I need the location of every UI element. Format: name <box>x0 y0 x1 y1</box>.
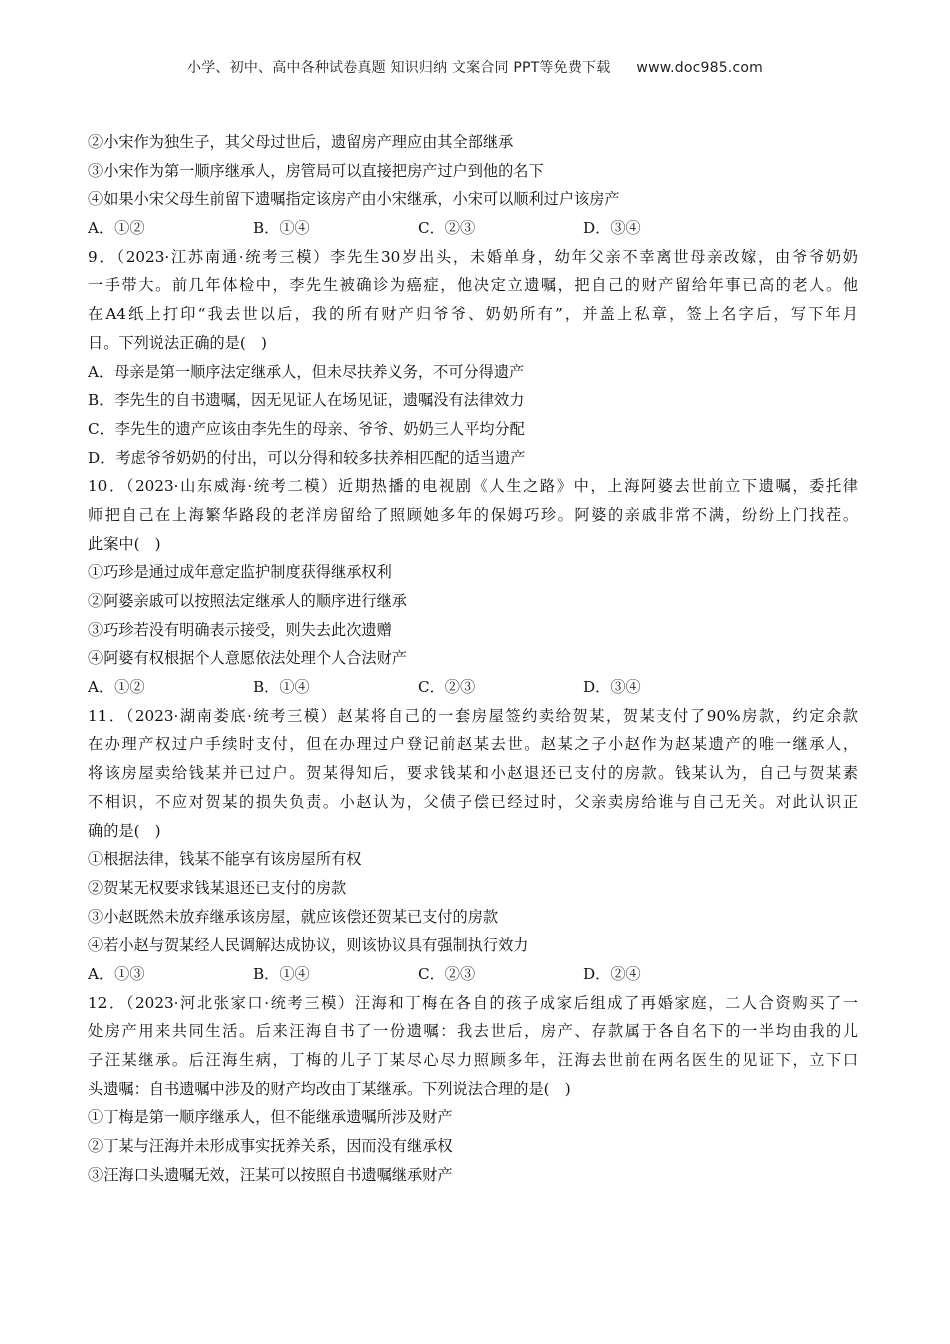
question-text: 头遗嘱：自书遗嘱中涉及的财产均改由丁某继承。下列说法合理的是( ) <box>88 1079 571 1098</box>
statement: ②阿婆亲戚可以按照法定继承人的顺序进行继承 <box>88 592 407 610</box>
question-11 <box>88 702 858 989</box>
question-text: 9．（2023·江苏南通·统考三模）李先生30岁出头，未婚单身，幼年父亲不幸离世母亲改嫁，由爷爷奶奶 <box>88 247 858 266</box>
option-b: B．①④ <box>253 678 310 697</box>
question-12 <box>88 989 858 1190</box>
statement: ④若小赵与贺某经人民调解达成协议，则该协议具有强制执行效力 <box>88 936 529 955</box>
option-a: A．①② <box>88 678 145 697</box>
question-text: 在A4纸上打印“我去世以后，我的所有财产归爷爷、奶奶所有”，并盖上私章，签上名字后，写下年月 <box>88 305 858 324</box>
option-a: A．①② <box>88 219 145 238</box>
question-text: 师把自己在上海繁华路段的老洋房留给了照顾她多年的保姆巧珍。阿婆的亲戚非常不满，纷纷上门找茬。 <box>88 505 858 524</box>
option-c: C．②③ <box>418 964 476 983</box>
header-text: 小学、初中、高中各种试卷真题 知识归纳 文案合同 PPT等免费下载 <box>187 60 611 76</box>
question-text: 一手带大。前几年体检中，李先生被确诊为癌症，他决定立遗嘱，把自己的财产留给年事已高的老人。他 <box>88 276 858 295</box>
statement: ②丁某与汪海并未形成事实抚养关系，因而没有继承权 <box>88 1137 453 1156</box>
option-b: B．李先生的自书遗嘱，因无见证人在场见证，遗嘱没有法律效力 <box>88 391 525 410</box>
document-body <box>88 128 858 1189</box>
option-c: C．李先生的遗产应该由李先生的母亲、爷爷、奶奶三人平均分配 <box>88 419 525 438</box>
option-b: B．①④ <box>253 219 310 238</box>
statement: ①丁梅是第一顺序继承人，但不能继承遗嘱所涉及财产 <box>88 1108 453 1127</box>
question-text: 将该房屋卖给钱某并已过户。贺某得知后，要求钱某和小赵退还已支付的房款。钱某认为，自己与贺某素 <box>88 764 858 783</box>
question-text: 确的是( ) <box>88 821 161 840</box>
question-text: 此案中( ) <box>88 534 161 553</box>
statement: ②小宋作为独生子，其父母过世后，遗留房产理应由其全部继承 <box>88 133 514 151</box>
option-c: C．②③ <box>418 219 476 238</box>
option-d: D．②④ <box>583 964 641 983</box>
statement: ②贺某无权要求钱某退还已支付的房款 <box>88 878 347 897</box>
answer-options <box>88 673 858 702</box>
statement: ③小宋作为第一顺序继承人，房管局可以直接把房产过户到他的名下 <box>88 161 544 180</box>
statement: ③汪海口头遗嘱无效，汪某可以按照自书遗嘱继承财产 <box>88 1165 453 1184</box>
option-d: D．③④ <box>583 219 641 238</box>
statement: ④如果小宋父母生前留下遗嘱指定该房产由小宋继承，小宋可以顺利过户该房产 <box>88 190 620 209</box>
answer-options <box>88 960 858 989</box>
question-text: 子汪某继承。后汪海生病，丁梅的儿子丁某尽心尽力照顾多年，汪海去世前在两名医生的见证下，立下口 <box>88 1051 858 1069</box>
question-text: 在办理产权过户手续时支付，但在办理过户登记前赵某去世。赵某之子小赵作为赵某遗产的唯一继承人， <box>88 735 858 754</box>
option-a: A．①③ <box>88 964 145 983</box>
option-d: D．③④ <box>583 678 641 697</box>
option-b: B．①④ <box>253 964 310 983</box>
statement: ①巧珍是通过成年意定监护制度获得继承权利 <box>88 563 392 582</box>
statement: ①根据法律，钱某不能享有该房屋所有权 <box>88 850 362 869</box>
question-9 <box>88 243 858 473</box>
option-d: D．考虑爷爷奶奶的付出，可以分得和较多扶养相匹配的适当遗产 <box>88 448 526 467</box>
page-header <box>0 57 950 77</box>
question-text: 12．（2023·河北张家口·统考三模）汪海和丁梅在各自的孩子成家后组成了再婚家庭，二人合资购买了一 <box>88 993 858 1012</box>
statement: ③小赵既然未放弃继承该房屋，就应该偿还贺某已支付的房款 <box>88 907 499 926</box>
question-8 <box>88 128 858 243</box>
question-text: 不相识，不应对贺某的损失负责。小赵认为，父债子偿已经过时，父亲卖房给谁与自己无关。对此认识正 <box>88 792 858 811</box>
question-10 <box>88 472 858 702</box>
answer-options <box>88 214 858 243</box>
question-text: 处房产用来共同生活。后来汪海自书了一份遗嘱：我去世后，房产、存款属于各自名下的一半均由我的儿 <box>88 1022 858 1041</box>
statement: ③巧珍若没有明确表示接受，则失去此次遗赠 <box>88 620 392 639</box>
question-text: 11．（2023·湖南娄底·统考三模）赵某将自己的一套房屋签约卖给贺某，贺某支付了90%房款，约定余款 <box>88 706 858 725</box>
question-text: 日。下列说法正确的是( ) <box>88 333 267 352</box>
header-url[interactable]: www.doc985.com <box>636 60 763 76</box>
option-a: A．母亲是第一顺序法定继承人，但未尽扶养义务，不可分得遗产 <box>88 362 525 381</box>
question-text: 10．（2023·山东威海·统考二模）近期热播的电视剧《人生之路》中，上海阿婆去世前立下遗嘱，委托律 <box>88 477 858 496</box>
statement: ④阿婆有权根据个人意愿依法处理个人合法财产 <box>88 649 407 668</box>
option-c: C．②③ <box>418 678 476 697</box>
